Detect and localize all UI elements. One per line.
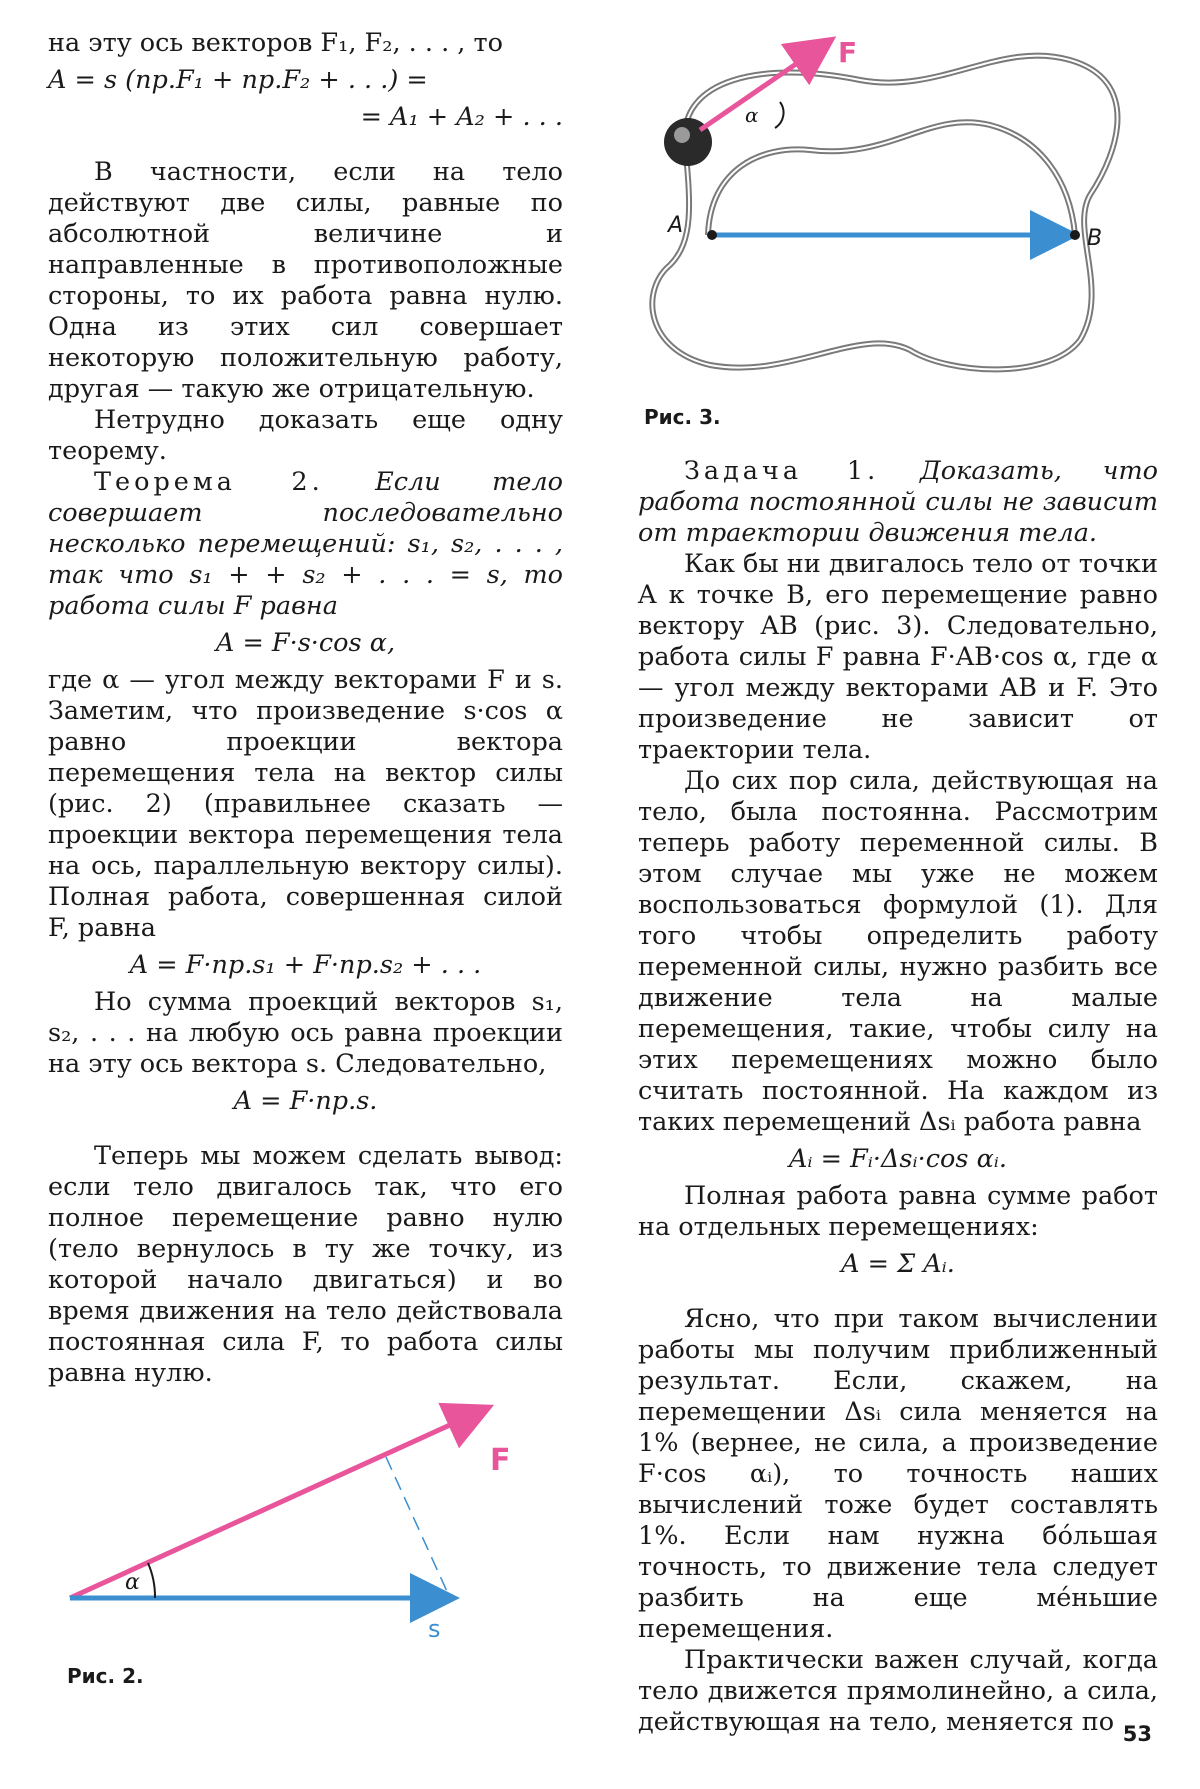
right-column — [638, 456, 1158, 1738]
projection-line — [386, 1457, 450, 1598]
left-line-1: на эту ось векторов F₁, F₂, . . . , то — [48, 28, 503, 58]
fig3-label-B: B — [1087, 226, 1103, 251]
fig3-caption: Рис. 3. — [644, 405, 721, 429]
left-para-3: где α — угол между векторами F и s. Заметим, что произведение s·cos α равно проекции вектора перемещения тела на вектор силы (рис. 2) (правильнее сказать — проекции вектора перемещения тела на ось, параллельную вектору силы). Полная работа, совершенная силой F, равна — [48, 665, 563, 943]
theorem-label: Теорема 2. — [94, 467, 324, 497]
right-para-4: Ясно, что при таком вычислении работы мы получим приближенный результат. Если, скажем, на перемещении Δsᵢ сила меняется на 1% (вернее, не сила, а произведение F·cos αᵢ), то точность наших вычислений тоже будет составлять 1%. Если нам нужна бо́льшая точность, то движение тела следует разбить на еще ме́ньшие перемещения. — [638, 1304, 1158, 1644]
left-para-2: Нетрудно доказать еще одну теорему. — [48, 405, 563, 466]
formula-2: A = F·s·cos α, — [215, 628, 396, 658]
fig3-label-alpha: α — [745, 103, 759, 127]
fig2-caption: Рис. 2. — [67, 1664, 144, 1688]
right-formula-2: A = Σ Aᵢ. — [841, 1249, 955, 1279]
formula-3: A = F·пр.s₁ + F·пр.s₂ + . . . — [129, 950, 482, 980]
right-formula-1: Aᵢ = Fᵢ·Δsᵢ·cos αᵢ. — [788, 1144, 1008, 1174]
formula-1b: = A₁ + A₂ + . . . — [360, 102, 563, 132]
theorem-text: Если тело совершает последовательно несколько перемещений: s₁, s₂, . . . , так что s₁ + + s₂ + . . . = s, то работа силы F равна — [48, 467, 563, 621]
task-1 — [638, 456, 1158, 549]
right-para-3: Полная работа равна сумме работ на отдельных перемещениях: — [638, 1181, 1158, 1242]
angle-arc — [148, 1563, 155, 1598]
trajectory-outer — [652, 56, 1117, 370]
fig3-label-A: A — [668, 213, 684, 238]
fig2-label-s: s — [428, 1615, 441, 1643]
trajectory-outer-inner — [652, 56, 1117, 370]
ball-highlight — [674, 127, 690, 143]
right-para-5: Практически важен случай, когда тело движется прямолинейно, а сила, действующая на тело, меняется по — [638, 1645, 1158, 1737]
theorem-2 — [48, 467, 563, 622]
fig3-label-F: F — [838, 36, 858, 69]
fig2-label-F: F — [490, 1443, 511, 1478]
figure-3 — [650, 20, 1150, 380]
left-column — [48, 28, 563, 1389]
formula-4: A = F·пр.s. — [233, 1086, 378, 1116]
point-A — [707, 230, 717, 240]
figure-2 — [60, 1395, 540, 1695]
left-para-5: Теперь мы можем сделать вывод: если тело двигалось так, что его полное перемещение равно нулю (тело вернулось в ту же точку, из которой начало двигаться) и во время движения на тело действовала постоянная сила F, то работа силы равна нулю. — [48, 1141, 563, 1388]
point-B — [1070, 230, 1080, 240]
left-para-4: Но сумма проекций векторов s₁, s₂, . . . на любую ось равна проекции на эту ось вектора s. Следовательно, — [48, 987, 563, 1079]
task-text: Доказать, что работа постоянной силы не зависит от траектории движения тела. — [638, 456, 1159, 548]
fig3-angle-arc — [775, 102, 784, 128]
trajectory-inner — [708, 122, 1075, 235]
page-number: 53 — [1122, 1722, 1152, 1746]
fig2-label-alpha: α — [125, 1570, 140, 1595]
right-para-1: Как бы ни двигалось тело от точки A к точке B, его перемещение равно вектору AB (рис. 3). Следовательно, работа силы F равна F·AB·cos α, где α — угол между векторами AB и F. Это произведение не зависит от траектории тела. — [638, 549, 1158, 765]
task-label: Задача 1. — [684, 456, 880, 486]
right-para-2: До сих пор сила, действующая на тело, была постоянна. Рассмотрим теперь работу переменной силы. В этом случае мы уже не можем воспользоваться формулой (1). Для того чтобы определить работу переменной силы, нужно разбить все движение тела на малые перемещения, такие, чтобы силу на этих перемещениях можно было считать постоянной. На каждом из таких перемещений Δsᵢ работа равна — [638, 766, 1158, 1137]
left-para-1: В частности, если на тело действуют две силы, равные по абсолютной величине и направленные в противоположные стороны, то их работа равна нулю. Одна из этих сил совершает некоторую положительную работу, другая — такую же отрицательную. — [48, 157, 563, 404]
formula-1a: A = s (пр.F₁ + пр.F₂ + . . .) = — [48, 65, 428, 95]
